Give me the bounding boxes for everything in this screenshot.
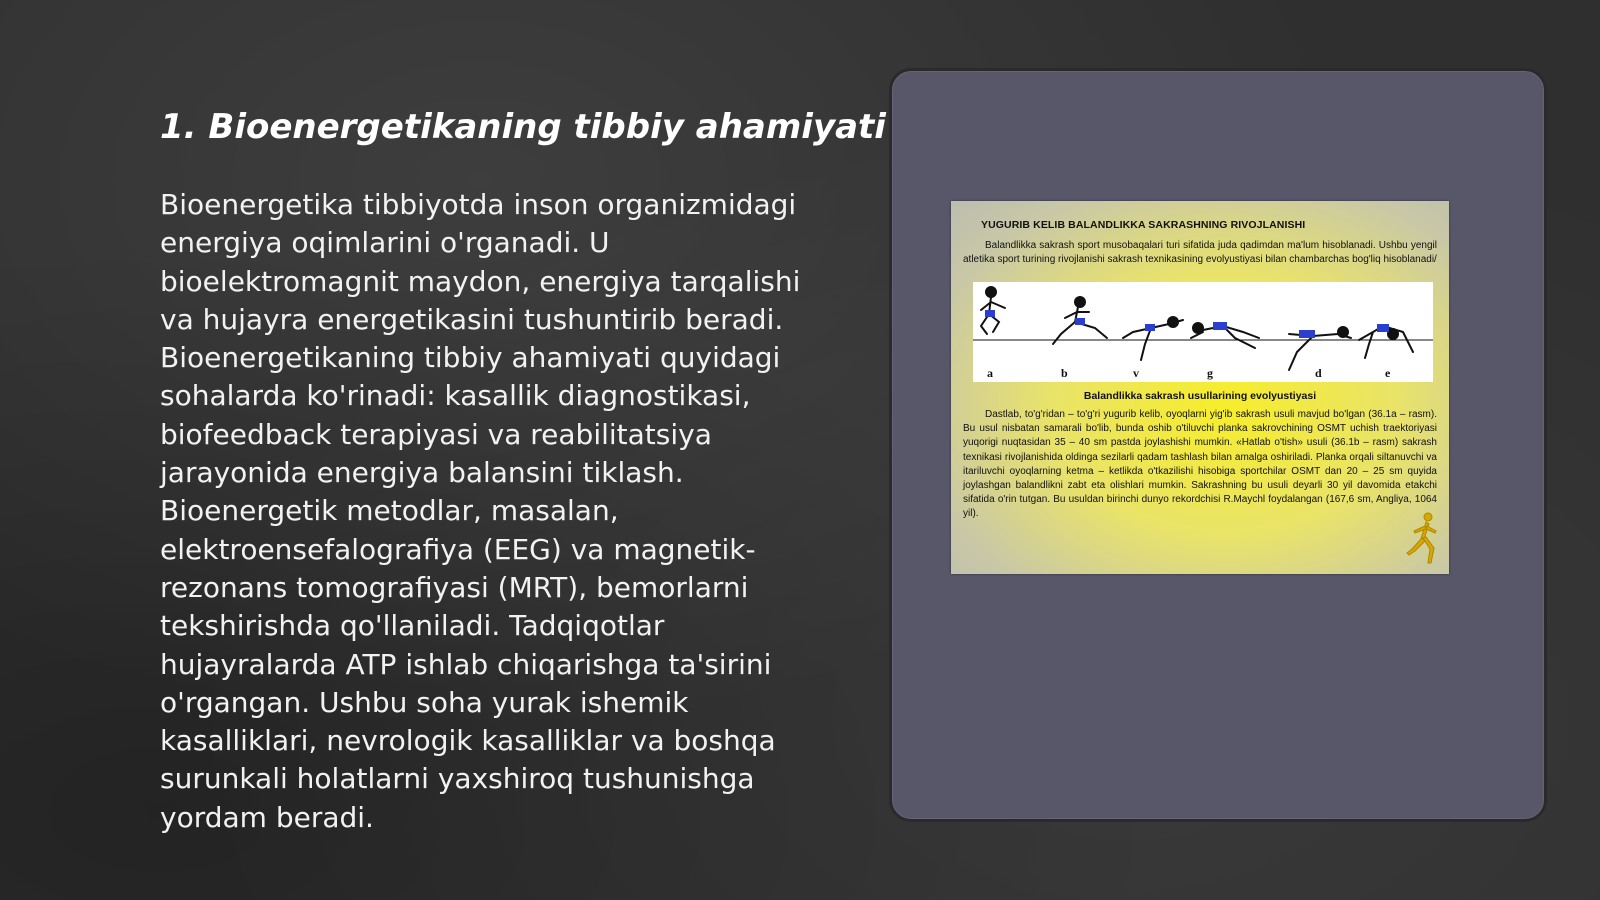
figure-label-e: e	[1385, 366, 1391, 380]
figure-label-b: b	[1061, 366, 1068, 380]
figure-label-a: a	[987, 366, 993, 380]
figure-label-d: d	[1315, 366, 1322, 380]
document-intro: Balandlikka sakrash sport musobaqalari turi sifatida juda qadimdan ma'lum hisoblanadi. Ushbu yengil atletika sport turining rivojlanishi sakrash texnikasining evolyustiyasi bilan chambarchas bog'liq hisoblanadi/	[963, 240, 1437, 265]
document-image	[951, 201, 1449, 574]
jumper-sketches	[973, 282, 1433, 382]
document-subheading: Balandlikka sakrash usullarining evolyustiyasi	[1083, 390, 1317, 402]
figure-label-g: g	[1207, 366, 1213, 380]
document-paragraph: Dastlab, to'g'ridan – to'g'ri yugurib kelib, oyoqlarni yig'ib sakrash usuli mavjud bo'lgan (36.1a – rasm). Bu usul nisbatan samarali bo'lib, bunda oshib o'tiluvchi planka sakrovchining OSMT uchish traektoriyasi yuqorigi nuqtasidan 35 – 40 sm pastda joylashishi mumkin. «Hatlab o'tish» usuli (36.1b – rasm) sakrash texnikasi rivojlanishida oldinga sezilarli qadam tashlash bilan amalga oshiriladi. Planka orqali siltanuvchi va itariluvchi oyoqlarning ketma – ketlikda o'tkazilishi hisobiga sportchilar OSMT dan 20 – 25 sm quyida joylashgan balandlikni zabt eta olishlari mumkin. Sakrashning bu usuli deyarli 30 yil davomida etakchi sifatida o'rin tutgan. Bu usuldan birinchi dunyo rekordchisi R.Maychl foydalangan (167,6 sm, Angliya, 1064 yil).	[963, 409, 1437, 520]
slide-body-text: Bioenergetika tibbiyotda inson organizmidagi energiya oqimlarini o'rganadi. U bioelektromagnit maydon, energiya tarqalishi va hujayra energetikasini tushuntirib beradi. Bioenergetikaning tibbiy ahamiyati quyidagi sohalarda ko'rinadi: kasallik diagnostikasi, biofeedback terapiyasi va reabilitatsiya jarayonida energiya balansini tiklash. Bioenergetik metodlar, masalan, elektroensefalografiya (EEG) va magnetik-rezonans tomografiyasi (MRT), bemorlarni tekshirishda qo'llaniladi. Tadqiqotlar hujayralarda ATP ishlab chiqarishga ta'sirini o'rgangan. Ushbu soha yurak ishemik kasalliklari, nevrologik kasalliklar va boshqa surunkali holatlarni yaxshiroq tushunishga yordam beradi.	[160, 188, 801, 834]
slide-title: 1. Bioenergetikaning tibbiy ahamiyati	[160, 107, 886, 147]
high-jump-evolution-figure	[973, 282, 1433, 382]
runner-icon	[1404, 511, 1444, 567]
document-heading: YUGURIB KELIB BALANDLIKKA SAKRASHNING RIVOJLANISHI	[981, 219, 1306, 231]
figure-label-v: v	[1133, 366, 1139, 380]
